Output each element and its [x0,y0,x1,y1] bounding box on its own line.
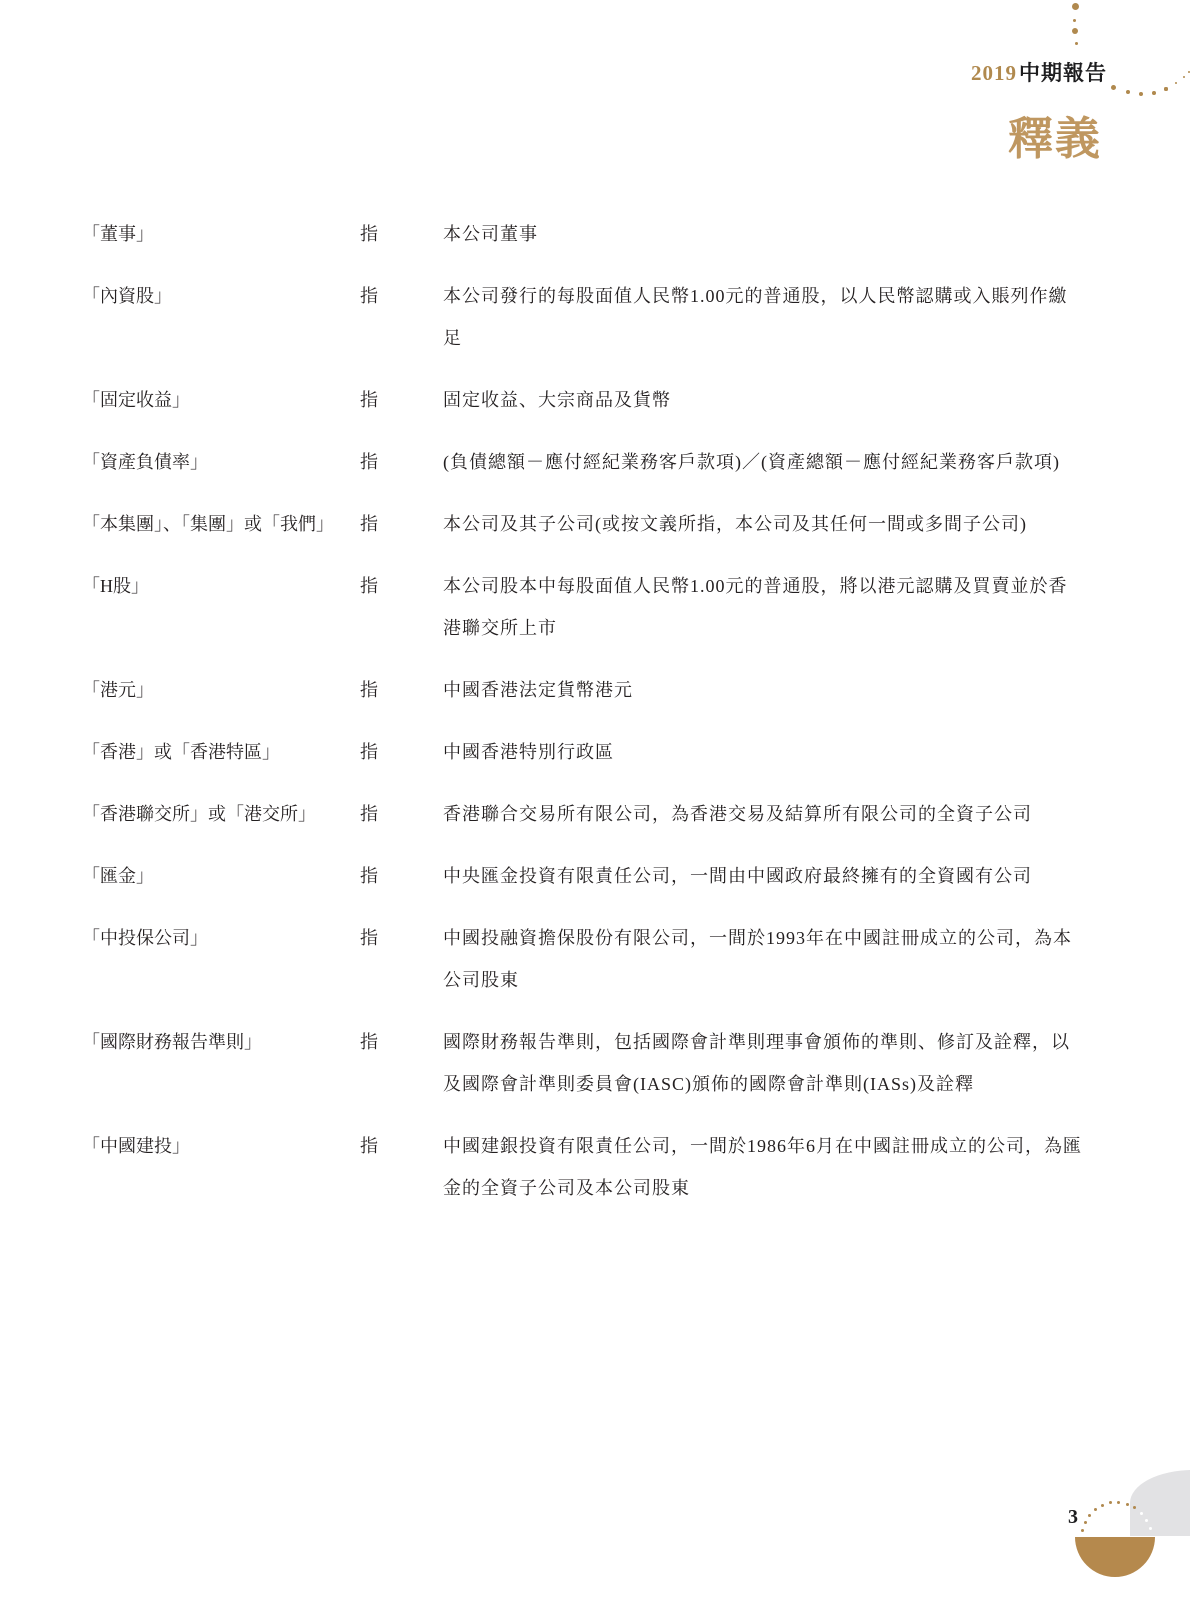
decor-dot [1183,76,1185,78]
definition-row [82,379,1083,421]
report-year: 2019 [971,61,1017,85]
definition-connector: 指 [360,576,379,596]
definition-text: 本公司股本中每股面值人民幣1.00元的普通股，將以港元認購及買賣並於香港聯交所上市 [443,576,1068,638]
definition-text: 本公司及其子公司(或按文義所指，本公司及其任何一間或多間子公司) [443,514,1027,534]
definition-row [82,1125,1083,1209]
definition-row [82,565,1083,649]
page-title: 釋義 [1007,114,1102,164]
decor-dot [1109,1501,1112,1504]
definitions-list [82,213,1083,1229]
definition-row [82,1021,1083,1105]
definition-text: 中國建銀投資有限責任公司，一間於1986年6月在中國註冊成立的公司，為匯金的全資子公司及本公司股東 [443,1136,1082,1198]
decor-dot [1164,87,1167,90]
definition-term: 「固定收益」 [82,390,190,410]
definition-term: 「中投保公司」 [82,928,208,948]
definition-connector: 指 [360,1032,379,1052]
footer-gray-circle-decoration [1130,1470,1190,1536]
decor-dot [1140,1512,1143,1515]
definition-row [82,275,1083,359]
definition-connector: 指 [360,514,379,534]
definition-row [82,793,1083,835]
definition-connector: 指 [360,866,379,886]
definition-text: 中國投融資擔保股份有限公司，一間於1993年在中國註冊成立的公司，為本公司股東 [443,928,1072,990]
definition-term: 「國際財務報告準則」 [82,1032,262,1052]
definition-connector: 指 [360,928,379,948]
definition-term: 「中國建投」 [82,1136,190,1156]
definition-term: 「香港」或「香港特區」 [82,742,280,762]
decor-dot [1094,1508,1097,1511]
definition-text: 國際財務報告準則，包括國際會計準則理事會頒佈的準則、修訂及詮釋，以及國際會計準則委員會(IASC)頒佈的國際會計準則(IASs)及詮釋 [443,1032,1070,1094]
definition-term: 「內資股」 [82,286,172,306]
footer-gold-semicircle-decoration [1075,1537,1155,1577]
definition-row [82,731,1083,773]
decor-dot [1073,19,1076,22]
definition-row [82,669,1083,711]
definition-text: 香港聯合交易所有限公司，為香港交易及結算所有限公司的全資子公司 [443,804,1032,824]
definition-term: 「H股」 [82,576,149,596]
definition-row [82,855,1083,897]
definition-text: 固定收益、大宗商品及貨幣 [443,390,671,410]
definition-text: 本公司董事 [443,224,538,244]
definition-text: (負債總額－應付經紀業務客戶款項)／(資產總額－應付經紀業務客戶款項) [443,452,1060,472]
definition-connector: 指 [360,390,379,410]
definition-text: 中國香港特別行政區 [443,742,614,762]
definition-row [82,503,1083,545]
definition-term: 「本集團」、「集團」或「我們」 [82,514,334,534]
decor-dot [1111,85,1116,90]
decor-dot [1075,42,1078,45]
definition-connector: 指 [360,804,379,824]
decor-dot [1139,92,1143,96]
decor-dot [1072,3,1079,10]
definition-text: 本公司發行的每股面值人民幣1.00元的普通股，以人民幣認購或入賬列作繳足 [443,286,1068,348]
definition-connector: 指 [360,1136,379,1156]
decor-dot [1081,1529,1084,1532]
definition-term: 「港元」 [82,680,154,700]
definition-text: 中央匯金投資有限責任公司，一間由中國政府最終擁有的全資國有公司 [443,866,1032,886]
definition-connector: 指 [360,742,379,762]
definition-term: 「董事」 [82,224,154,244]
definition-row [82,917,1083,1001]
definition-row [82,441,1083,483]
definition-connector: 指 [360,680,379,700]
decor-dot [1145,1519,1148,1522]
decor-dot [1126,1503,1129,1506]
definition-term: 「香港聯交所」或「港交所」 [82,804,316,824]
decor-dot [1152,91,1156,95]
decor-dot [1126,90,1131,95]
definition-text: 中國香港法定貨幣港元 [443,680,633,700]
decor-dot [1101,1504,1104,1507]
decor-dot [1175,82,1178,85]
decor-dot [1149,1527,1152,1530]
definition-connector: 指 [360,224,379,244]
definition-term: 「資產負債率」 [82,452,208,472]
report-line [971,57,1107,87]
definition-term: 「匯金」 [82,866,154,886]
definition-row [82,213,1083,255]
page-number: 3 [1068,1506,1078,1528]
report-type: 中期報告 [1019,61,1107,85]
decor-dot [1072,28,1078,34]
decor-dot [1088,1514,1091,1517]
decor-dot [1117,1501,1120,1504]
definition-connector: 指 [360,452,379,472]
definition-connector: 指 [360,286,379,306]
